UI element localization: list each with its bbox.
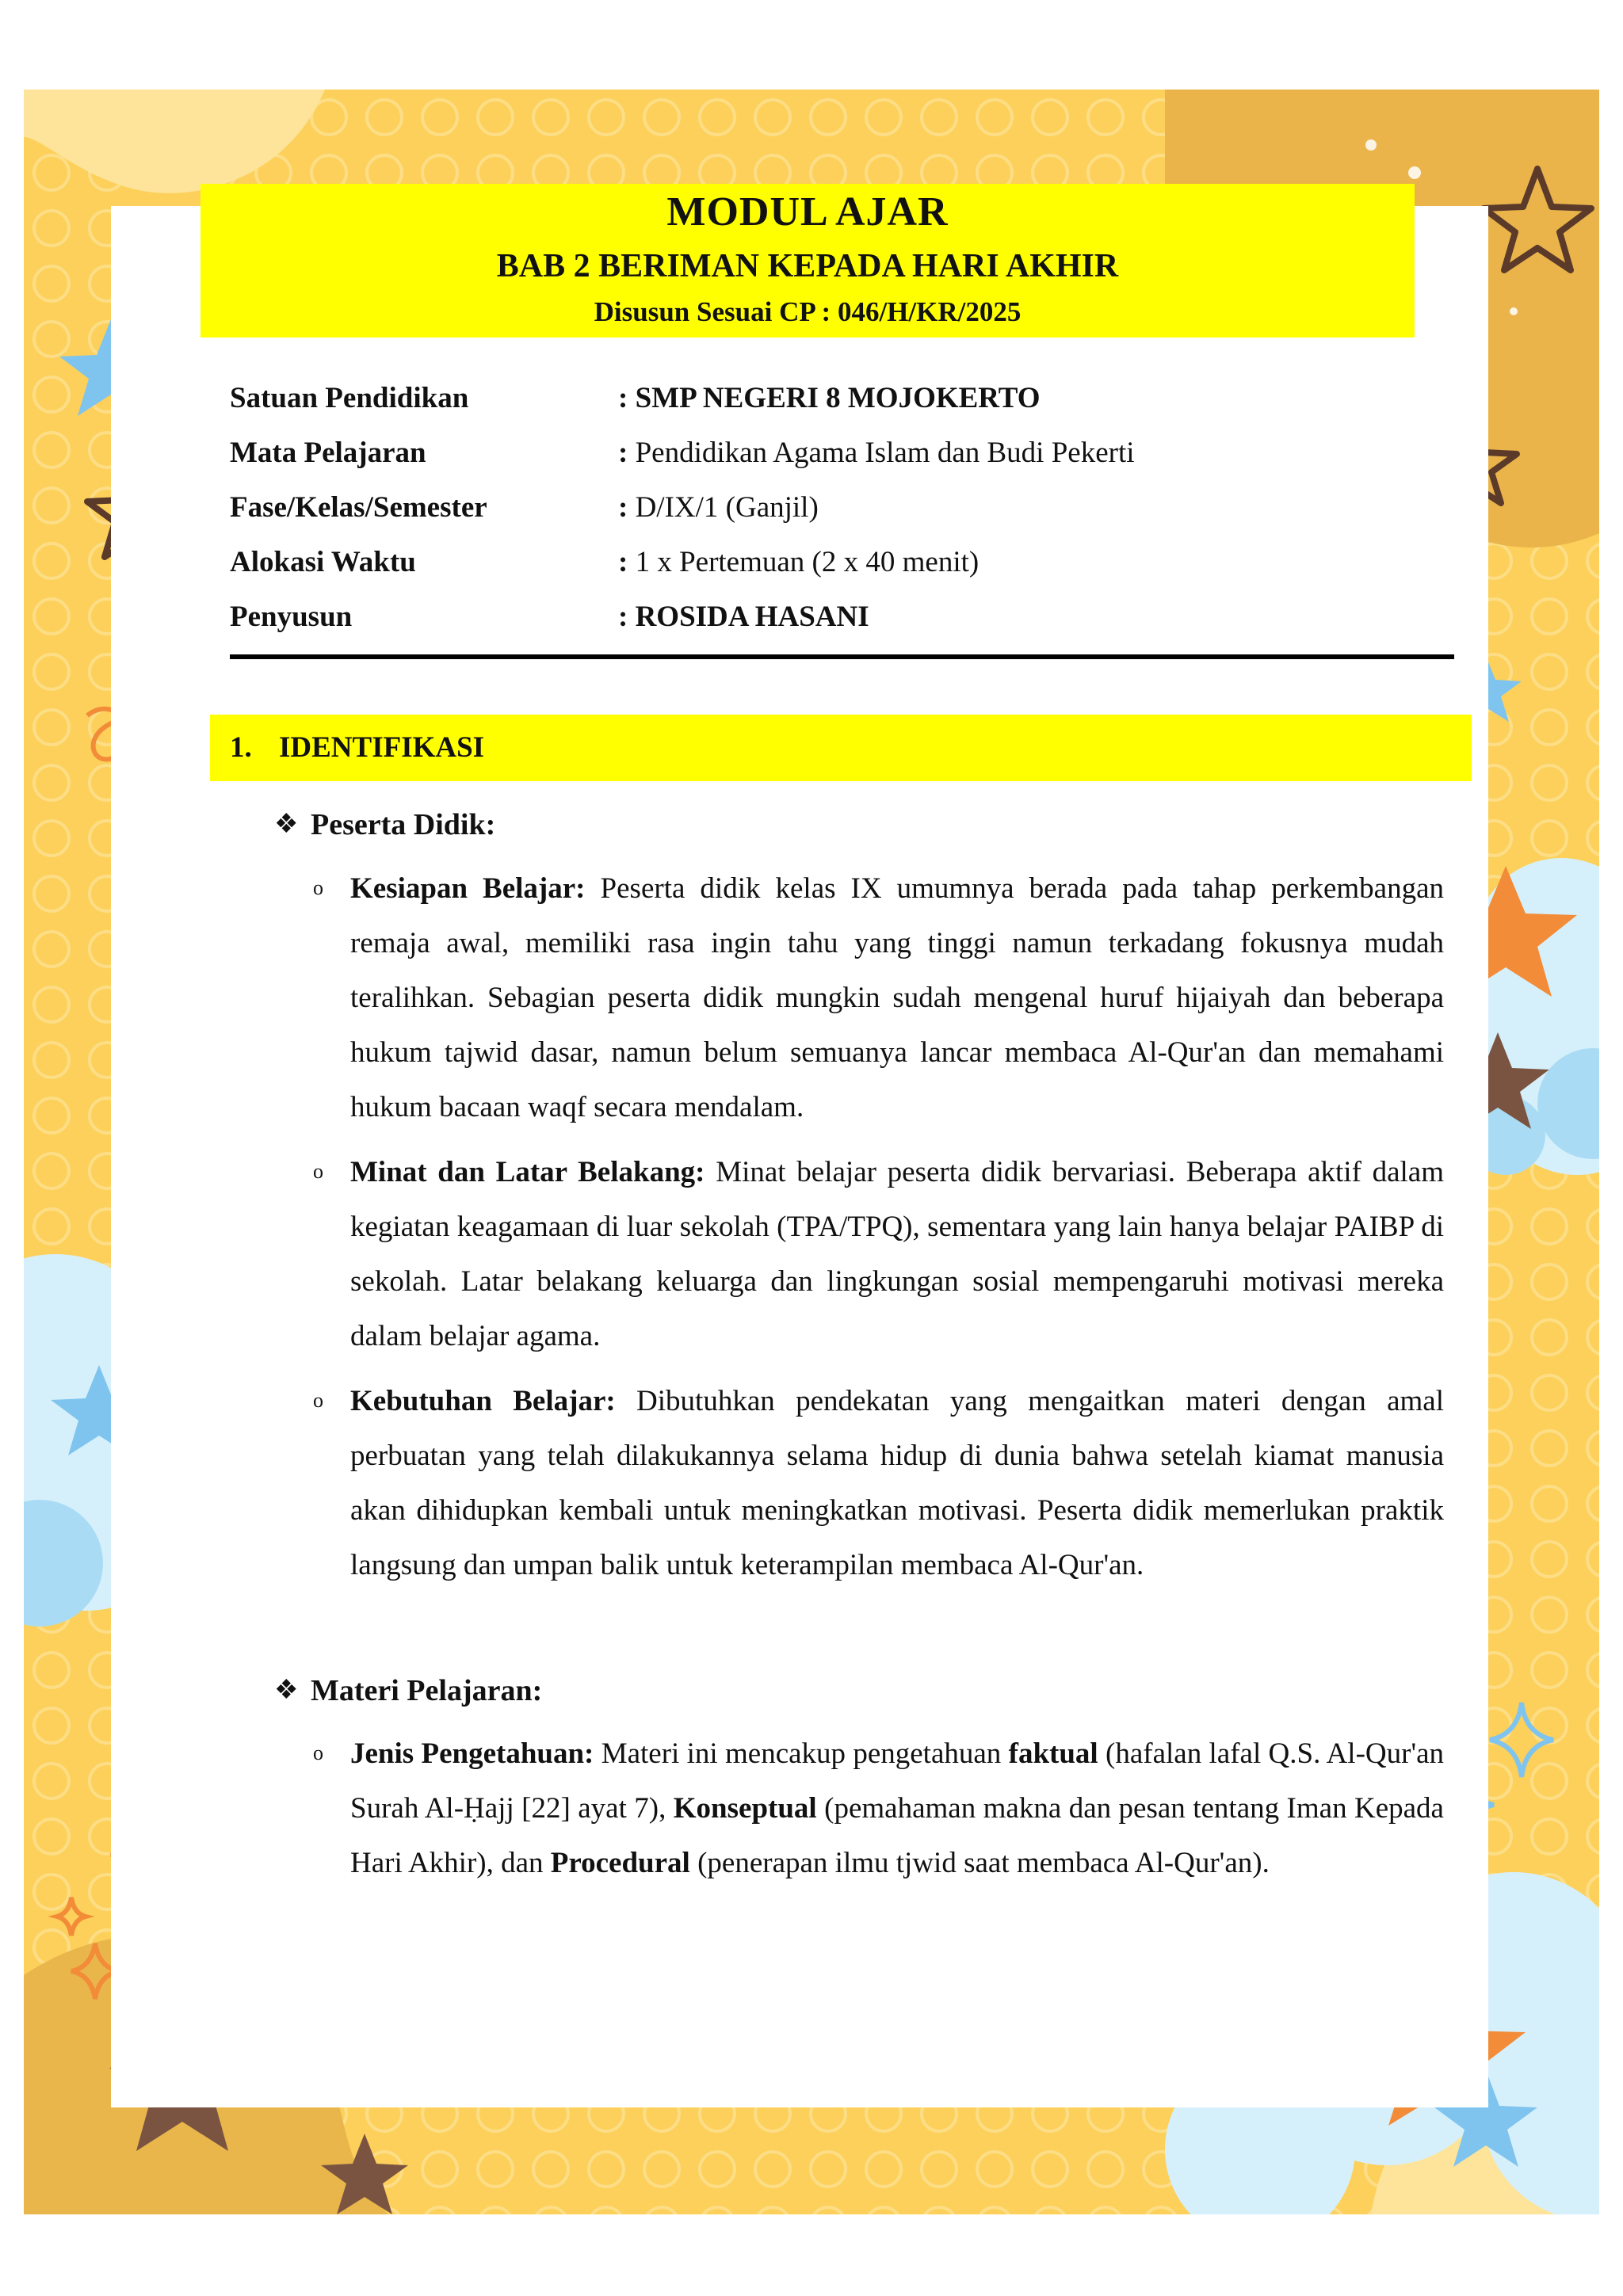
identity-label: Penyusun xyxy=(230,601,353,633)
paragraph-minat-latar-belakang: Minat dan Latar Belakang: Minat belajar peserta didik bervariasi. Beberapa aktif dalam kegiatan keagamaan di luar sekolah (TPA/TPQ), sementara yang lain hanya belajar PAIBP di sekolah. Latar belakang keluarga dan lingkungan sosial mempengaruhi motivasi mereka dalam belajar agama. xyxy=(350,1156,1445,1352)
paragraph-jenis-pengetahuan: Jenis Pengetahuan: Materi ini mencakup pengetahuan faktual (hafalan lafal Q.S. Al-Qur'an Surah Al-Ḥajj [22] ayat 7), Konseptual (pemahaman makna dan pesan tentang Iman Kepada Hari Akhir), dan Procedural (penerapan ilmu tjwid saat membaca Al-Qur'an). xyxy=(350,1737,1445,1879)
diamond-bullet-icon: ❖ xyxy=(274,1676,299,1705)
identity-row-time xyxy=(230,536,1458,589)
identity-value: : ROSIDA HASANI xyxy=(618,601,869,633)
circle-bullet-icon: o xyxy=(313,1160,323,1183)
diamond-bullet-icon: ❖ xyxy=(274,810,299,839)
section-title: IDENTIFIKASI xyxy=(279,731,485,764)
paragraph-kebutuhan-belajar: Kebutuhan Belajar: Dibutuhkan pendekatan yang mengaitkan materi dengan amal perbuatan yang telah dilakukannya selama hidup di dunia bahwa setelah kiamat manusia akan dihidupkan kembali untuk meningkatkan motivasi. Peserta didik memerlukan praktik langsung dan umpan balik untuk keterampilan membaca Al-Qur'an. xyxy=(350,1385,1445,1581)
identity-value: : D/IX/1 (Ganjil) xyxy=(618,491,819,524)
subheading-materi-pelajaran: Materi Pelajaran: xyxy=(311,1674,543,1707)
identity-row-subject xyxy=(230,426,1458,480)
circle-bullet-icon: o xyxy=(313,876,323,899)
identity-label: Fase/Kelas/Semester xyxy=(230,491,487,524)
title-banner xyxy=(200,184,1415,338)
identity-value: : Pendidikan Agama Islam dan Budi Pekerti xyxy=(618,437,1135,469)
identity-label: Mata Pelajaran xyxy=(230,437,426,469)
document-title: MODUL AJAR xyxy=(666,189,949,235)
paragraph-kesiapan-belajar: Kesiapan Belajar: Peserta didik kelas IX umumnya berada pada tahap perkembangan remaja awal, memiliki rasa ingin tahu yang tinggi namun terkadang fokusnya mudah teralihkan. Sebagian peserta didik mungkin sudah mengenal huruf hijaiyah dan beberapa hukum tajwid dasar, namun belum semuanya lancar membaca Al-Qur'an dan memahami hukum bacaan waqf secara mendalam. xyxy=(350,872,1445,1123)
identity-label: Satuan Pendidikan xyxy=(230,382,469,414)
identity-row-phase xyxy=(230,481,1458,535)
section-number: 1. xyxy=(230,731,252,764)
section-heading xyxy=(210,715,1472,781)
identity-value: : SMP NEGERI 8 MOJOKERTO xyxy=(618,382,1041,414)
identity-row-author xyxy=(230,590,1458,644)
identity-value: : 1 x Pertemuan (2 x 40 menit) xyxy=(618,546,980,578)
circle-bullet-icon: o xyxy=(313,1741,323,1764)
circle-bullet-icon: o xyxy=(313,1389,323,1412)
identity-row-school xyxy=(230,372,1458,425)
divider-rule xyxy=(230,654,1454,659)
chapter-title: BAB 2 BERIMAN KEPADA HARI AKHIR xyxy=(496,248,1119,284)
cp-reference: Disusun Sesuai CP : 046/H/KR/2025 xyxy=(594,296,1022,327)
subheading-peserta-didik: Peserta Didik: xyxy=(311,808,496,841)
identity-label: Alokasi Waktu xyxy=(230,546,416,578)
